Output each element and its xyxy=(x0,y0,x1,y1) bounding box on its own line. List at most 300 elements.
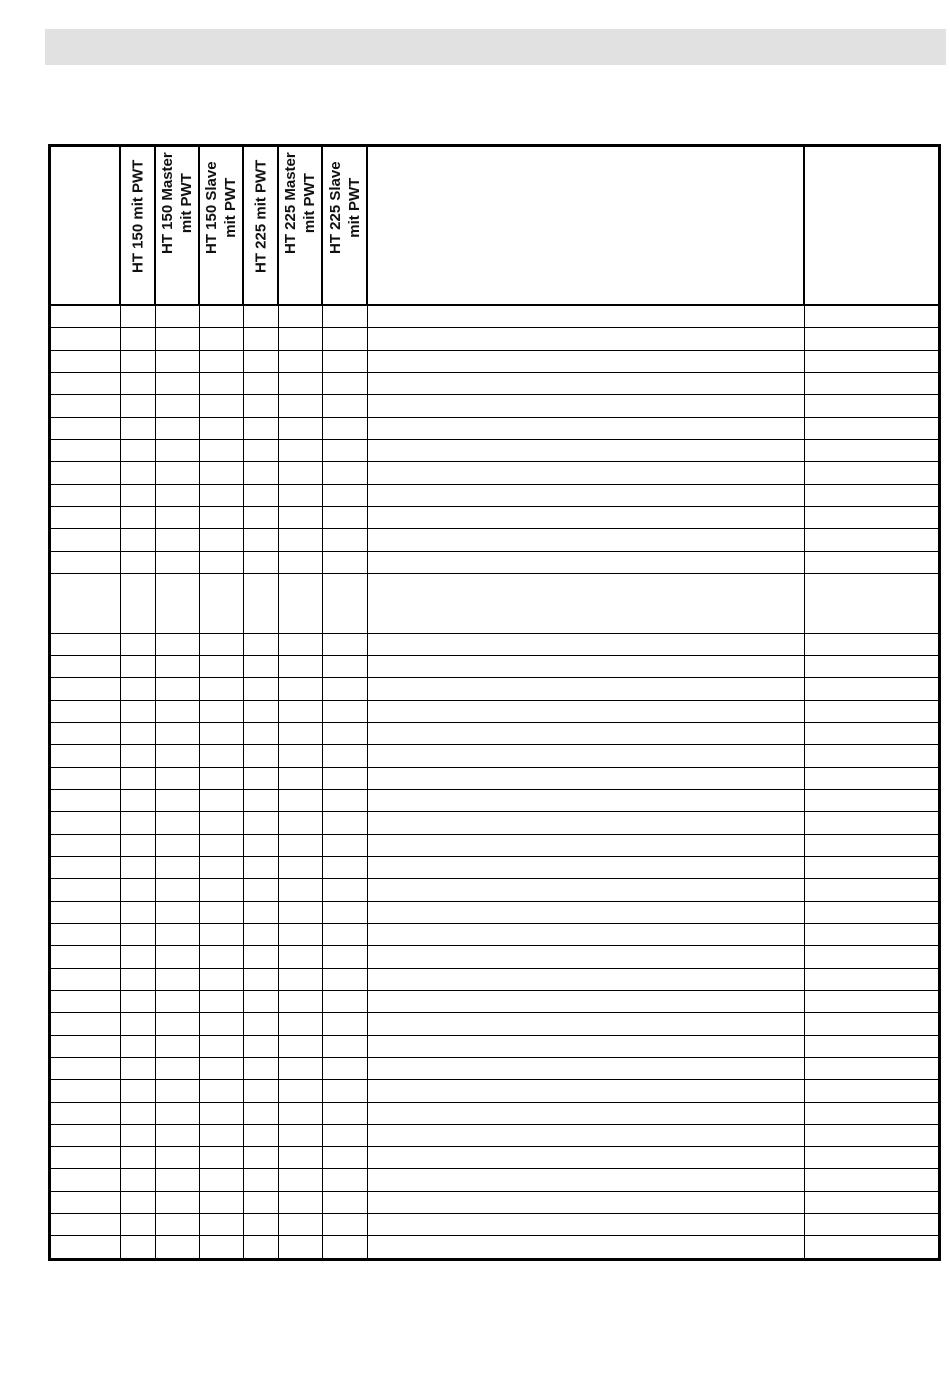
table-cell xyxy=(279,373,323,394)
table-cell xyxy=(121,857,156,878)
table-cell xyxy=(244,790,279,811)
table-cell xyxy=(805,529,938,550)
table-cell xyxy=(51,440,121,461)
table-cell xyxy=(51,969,121,990)
table-cell xyxy=(323,969,368,990)
table-cell xyxy=(156,462,200,483)
table-cell xyxy=(244,418,279,439)
table-cell xyxy=(200,529,244,550)
table-cell xyxy=(51,1080,121,1101)
table-cell xyxy=(279,529,323,550)
table-row xyxy=(51,418,938,440)
table-cell xyxy=(368,857,805,878)
table-cell xyxy=(279,395,323,416)
table-cell xyxy=(51,485,121,506)
table-cell xyxy=(51,812,121,833)
table-row xyxy=(51,857,938,879)
table-cell xyxy=(279,1080,323,1101)
table-cell xyxy=(156,656,200,677)
table-row xyxy=(51,701,938,723)
table-cell xyxy=(805,991,938,1012)
table-cell xyxy=(156,969,200,990)
table-cell xyxy=(200,1080,244,1101)
table-cell xyxy=(51,678,121,699)
table-cell xyxy=(368,701,805,722)
table-cell xyxy=(323,701,368,722)
table-cell xyxy=(805,879,938,900)
table-cell xyxy=(368,462,805,483)
table-cell xyxy=(244,1080,279,1101)
header-cell-ht150-slave xyxy=(200,147,244,304)
column-label-ht225-slave: HT 225 Slave mit PWT xyxy=(326,161,363,254)
table-cell xyxy=(200,1036,244,1057)
table-cell xyxy=(51,328,121,349)
table-cell xyxy=(279,1192,323,1213)
table-cell xyxy=(279,946,323,967)
table-cell xyxy=(156,902,200,923)
table-row xyxy=(51,574,938,634)
table-cell xyxy=(244,1169,279,1190)
table-row xyxy=(51,462,938,484)
table-cell xyxy=(121,552,156,573)
table-row xyxy=(51,723,938,745)
table-cell xyxy=(805,1080,938,1101)
column-label-ht150-slave: HT 150 Slave mit PWT xyxy=(203,161,239,254)
table-cell xyxy=(200,1169,244,1190)
table-cell xyxy=(121,656,156,677)
table-row xyxy=(51,1103,938,1125)
table-cell xyxy=(279,1214,323,1235)
table-cell xyxy=(244,1147,279,1168)
table-cell xyxy=(279,440,323,461)
table-cell xyxy=(121,1013,156,1034)
table-cell xyxy=(51,768,121,789)
table-cell xyxy=(279,552,323,573)
table-cell xyxy=(279,879,323,900)
table-cell xyxy=(156,529,200,550)
table-cell xyxy=(805,1058,938,1079)
table-cell xyxy=(244,1236,279,1257)
table-cell xyxy=(51,835,121,856)
table-cell xyxy=(121,328,156,349)
table-cell xyxy=(368,485,805,506)
table-cell xyxy=(244,812,279,833)
table-cell xyxy=(244,351,279,372)
table-cell xyxy=(805,1036,938,1057)
table-cell xyxy=(156,790,200,811)
table-cell xyxy=(244,328,279,349)
table-cell xyxy=(121,902,156,923)
table-cell xyxy=(200,1103,244,1124)
table-cell xyxy=(323,1013,368,1034)
table-cell xyxy=(805,418,938,439)
table-cell xyxy=(323,552,368,573)
table-cell xyxy=(244,857,279,878)
table-cell xyxy=(156,723,200,744)
table-cell xyxy=(244,440,279,461)
table-cell xyxy=(244,946,279,967)
table-row xyxy=(51,485,938,507)
table-cell xyxy=(805,440,938,461)
table-cell xyxy=(323,745,368,766)
table-cell xyxy=(368,1080,805,1101)
header-cell-remarks xyxy=(805,147,938,304)
table-cell xyxy=(200,991,244,1012)
table-cell xyxy=(368,418,805,439)
table-cell xyxy=(51,634,121,655)
table-cell xyxy=(368,991,805,1012)
table-cell xyxy=(156,1192,200,1213)
table-cell xyxy=(51,946,121,967)
table-cell xyxy=(121,1192,156,1213)
table-cell xyxy=(51,1103,121,1124)
table-row xyxy=(51,1192,938,1214)
table-row xyxy=(51,1214,938,1236)
table-cell xyxy=(156,1080,200,1101)
table-cell xyxy=(279,634,323,655)
table-cell xyxy=(323,1036,368,1057)
table-cell xyxy=(156,1125,200,1146)
table-cell xyxy=(805,857,938,878)
table-row xyxy=(51,745,938,767)
table-cell xyxy=(279,1169,323,1190)
table-cell xyxy=(323,1147,368,1168)
table-cell xyxy=(244,1013,279,1034)
table-cell xyxy=(51,306,121,327)
table-cell xyxy=(156,1147,200,1168)
table-cell xyxy=(368,373,805,394)
table-cell xyxy=(805,701,938,722)
table-row xyxy=(51,373,938,395)
header-cell-ht225-master xyxy=(279,147,323,304)
table-cell xyxy=(323,574,368,633)
table-cell xyxy=(200,373,244,394)
table-row xyxy=(51,395,938,417)
table-cell xyxy=(244,879,279,900)
table-cell xyxy=(279,462,323,483)
table-cell xyxy=(244,701,279,722)
table-cell xyxy=(51,418,121,439)
table-cell xyxy=(805,745,938,766)
table-cell xyxy=(323,373,368,394)
header-cell-ht150-master xyxy=(156,147,200,304)
table-cell xyxy=(279,723,323,744)
table-cell xyxy=(121,440,156,461)
table-cell xyxy=(156,418,200,439)
table-cell xyxy=(121,768,156,789)
table-cell xyxy=(368,1214,805,1235)
table-cell xyxy=(323,857,368,878)
table-cell xyxy=(51,879,121,900)
table-cell xyxy=(121,462,156,483)
table-cell xyxy=(51,1236,121,1257)
table-cell xyxy=(368,1147,805,1168)
table-cell xyxy=(200,1125,244,1146)
table-cell xyxy=(200,924,244,945)
table-body xyxy=(51,306,938,1258)
table-cell xyxy=(279,1125,323,1146)
table-cell xyxy=(279,902,323,923)
header-band xyxy=(45,29,946,65)
table-cell xyxy=(156,1103,200,1124)
table-cell xyxy=(51,462,121,483)
table-row xyxy=(51,634,938,656)
table-cell xyxy=(200,902,244,923)
table-cell xyxy=(279,790,323,811)
table-row xyxy=(51,328,938,350)
table-cell xyxy=(368,552,805,573)
table-cell xyxy=(805,969,938,990)
table-cell xyxy=(121,812,156,833)
table-cell xyxy=(805,946,938,967)
table-cell xyxy=(200,723,244,744)
table-cell xyxy=(121,1214,156,1235)
table-cell xyxy=(156,1214,200,1235)
table-cell xyxy=(805,306,938,327)
table-cell xyxy=(368,902,805,923)
column-label-ht225: HT 225 mit PWT xyxy=(252,159,269,273)
table-cell xyxy=(805,656,938,677)
table-cell xyxy=(121,507,156,528)
table-cell xyxy=(156,373,200,394)
table-cell xyxy=(121,574,156,633)
table-cell xyxy=(121,1080,156,1101)
table-cell xyxy=(121,485,156,506)
table-cell xyxy=(121,678,156,699)
table-cell xyxy=(368,924,805,945)
table-cell xyxy=(51,574,121,633)
table-cell xyxy=(244,991,279,1012)
table-cell xyxy=(323,678,368,699)
table-row xyxy=(51,969,938,991)
table-cell xyxy=(244,1125,279,1146)
table-cell xyxy=(368,574,805,633)
table-cell xyxy=(156,745,200,766)
table-cell xyxy=(121,634,156,655)
table-cell xyxy=(805,790,938,811)
table-cell xyxy=(156,1058,200,1079)
table-cell xyxy=(323,485,368,506)
column-label-ht150: HT 150 mit PWT xyxy=(129,159,146,273)
table-cell xyxy=(805,723,938,744)
table-row xyxy=(51,529,938,551)
header-cell-ht150 xyxy=(121,147,156,304)
table-cell xyxy=(51,507,121,528)
table-cell xyxy=(323,440,368,461)
table-cell xyxy=(51,656,121,677)
table-cell xyxy=(156,1236,200,1257)
table-cell xyxy=(156,678,200,699)
table-cell xyxy=(51,924,121,945)
table-cell xyxy=(805,462,938,483)
table-cell xyxy=(156,1013,200,1034)
table-cell xyxy=(323,351,368,372)
table-cell xyxy=(244,634,279,655)
table-cell xyxy=(368,969,805,990)
table-cell xyxy=(156,395,200,416)
table-cell xyxy=(51,723,121,744)
table-cell xyxy=(200,306,244,327)
table-row xyxy=(51,1169,938,1191)
table-cell xyxy=(805,678,938,699)
column-label-ht225-master: HT 225 Master mit PWT xyxy=(282,152,318,254)
table-cell xyxy=(51,395,121,416)
table-cell xyxy=(200,1192,244,1213)
table-cell xyxy=(244,723,279,744)
table-cell xyxy=(279,1058,323,1079)
table-row xyxy=(51,1236,938,1257)
table-cell xyxy=(121,723,156,744)
table-cell xyxy=(121,1125,156,1146)
table-row xyxy=(51,1147,938,1169)
table-cell xyxy=(244,306,279,327)
table-cell xyxy=(121,373,156,394)
table-cell xyxy=(279,1236,323,1257)
table-cell xyxy=(121,1236,156,1257)
table-cell xyxy=(279,835,323,856)
table-cell xyxy=(279,574,323,633)
table-cell xyxy=(244,902,279,923)
table-row xyxy=(51,656,938,678)
table-cell xyxy=(323,395,368,416)
table-cell xyxy=(200,634,244,655)
table-cell xyxy=(244,529,279,550)
table-cell xyxy=(200,790,244,811)
header-cell-description xyxy=(368,147,805,304)
table-cell xyxy=(368,745,805,766)
table-cell xyxy=(51,1214,121,1235)
table-cell xyxy=(368,1058,805,1079)
table-cell xyxy=(323,306,368,327)
table-cell xyxy=(368,879,805,900)
table-cell xyxy=(156,440,200,461)
table-cell xyxy=(805,902,938,923)
table-cell xyxy=(323,1192,368,1213)
table-cell xyxy=(200,678,244,699)
table-cell xyxy=(200,745,244,766)
table-header-row xyxy=(51,147,938,306)
table-cell xyxy=(368,1036,805,1057)
table-row xyxy=(51,552,938,574)
table-cell xyxy=(156,552,200,573)
table-cell xyxy=(156,485,200,506)
table-cell xyxy=(121,1058,156,1079)
table-cell xyxy=(279,418,323,439)
table-cell xyxy=(200,1214,244,1235)
table-cell xyxy=(805,812,938,833)
table-cell xyxy=(323,1058,368,1079)
table-cell xyxy=(279,924,323,945)
table-cell xyxy=(121,418,156,439)
table-cell xyxy=(244,507,279,528)
table-cell xyxy=(279,969,323,990)
table-cell xyxy=(323,462,368,483)
table-cell xyxy=(805,835,938,856)
table-cell xyxy=(200,1058,244,1079)
table-cell xyxy=(51,745,121,766)
table-cell xyxy=(805,574,938,633)
table-cell xyxy=(323,835,368,856)
table-cell xyxy=(368,395,805,416)
table-cell xyxy=(368,723,805,744)
table-cell xyxy=(805,1125,938,1146)
table-cell xyxy=(368,634,805,655)
table-cell xyxy=(279,328,323,349)
table-cell xyxy=(200,835,244,856)
table-cell xyxy=(200,1013,244,1034)
table-row xyxy=(51,924,938,946)
table-cell xyxy=(51,1147,121,1168)
table-cell xyxy=(51,1125,121,1146)
table-cell xyxy=(156,328,200,349)
table-cell xyxy=(805,1147,938,1168)
table-cell xyxy=(51,552,121,573)
table-row xyxy=(51,1013,938,1035)
table-cell xyxy=(368,1125,805,1146)
table-cell xyxy=(323,946,368,967)
table-cell xyxy=(368,1236,805,1257)
table-cell xyxy=(323,1214,368,1235)
table-cell xyxy=(368,946,805,967)
table-cell xyxy=(279,656,323,677)
table-cell xyxy=(121,306,156,327)
table-cell xyxy=(200,1147,244,1168)
table-cell xyxy=(805,395,938,416)
table-cell xyxy=(244,924,279,945)
table-cell xyxy=(323,991,368,1012)
table-cell xyxy=(279,745,323,766)
table-cell xyxy=(200,969,244,990)
table-cell xyxy=(323,328,368,349)
table-cell xyxy=(368,306,805,327)
table-cell xyxy=(368,1169,805,1190)
table-row xyxy=(51,835,938,857)
table-cell xyxy=(323,507,368,528)
table-cell xyxy=(156,991,200,1012)
table-cell xyxy=(805,552,938,573)
table-cell xyxy=(323,1169,368,1190)
table-cell xyxy=(244,395,279,416)
table-cell xyxy=(51,1013,121,1034)
table-row xyxy=(51,1125,938,1147)
table-cell xyxy=(200,768,244,789)
table-cell xyxy=(805,634,938,655)
table-cell xyxy=(156,768,200,789)
table-cell xyxy=(51,790,121,811)
table-cell xyxy=(805,1214,938,1235)
table-cell xyxy=(279,1103,323,1124)
table-cell xyxy=(279,812,323,833)
table-cell xyxy=(323,723,368,744)
table-cell xyxy=(200,1236,244,1257)
table-cell xyxy=(244,745,279,766)
table-cell xyxy=(51,373,121,394)
table-row xyxy=(51,790,938,812)
table-cell xyxy=(805,924,938,945)
table-cell xyxy=(368,812,805,833)
table-cell xyxy=(244,1058,279,1079)
table-row xyxy=(51,991,938,1013)
table-row xyxy=(51,351,938,373)
table-row xyxy=(51,1036,938,1058)
table-cell xyxy=(323,529,368,550)
table-cell xyxy=(323,1236,368,1257)
table-cell xyxy=(368,328,805,349)
table-cell xyxy=(368,440,805,461)
table-cell xyxy=(200,485,244,506)
table-cell xyxy=(323,1080,368,1101)
table-cell xyxy=(121,946,156,967)
